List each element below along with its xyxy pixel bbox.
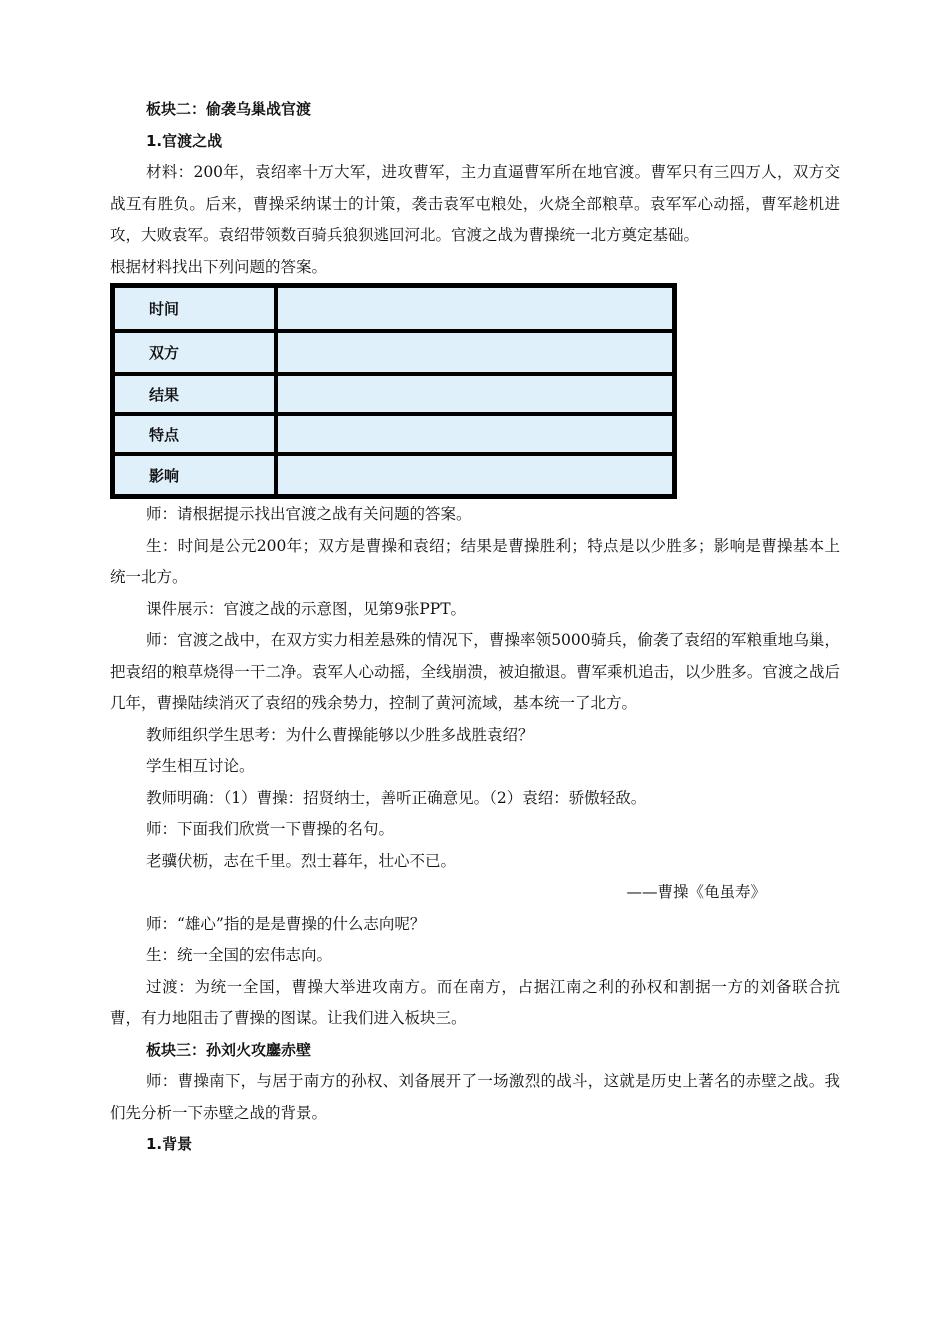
table-row [113,286,674,331]
row-label: 时间 [113,286,276,331]
row-answer-cell[interactable] [276,414,674,454]
thinking-question: 教师组织学生思考：为什么曹操能够以少胜多战胜袁绍？ [146,725,534,744]
row-answer-cell[interactable] [276,454,674,496]
table-row [113,331,674,374]
table-row [113,374,674,414]
student-answer: 生：时间是公元200年；双方是曹操和袁绍；结果是曹操胜利；特点是以少胜多；影响是曹操基本上统一北方。 [110,536,840,586]
teacher-prompt: 师：请根据提示找出官渡之战有关问题的答案。 [146,505,472,523]
courseware-note: 课件展示：官渡之战的示意图，见第9张PPT。 [146,599,467,618]
row-answer-cell[interactable] [276,331,674,374]
row-label: 特点 [113,414,276,454]
row-answer-cell[interactable] [276,286,674,331]
subsection-heading: 1.背景 [146,1135,193,1153]
table-row [113,414,674,454]
row-answer-cell[interactable] [276,374,674,414]
section2-title: 板块二：偷袭乌巢战官渡 [146,100,312,118]
teacher-question: 师：“雄心”指的是是曹操的什么志向呢？ [146,914,426,933]
transition-paragraph: 过渡：为统一全国，曹操大举进攻南方。而在南方，占据江南之利的孙权和割据一方的刘备联合抗曹，有力地阻击了曹操的图谋。让我们进入板块三。 [110,977,840,1027]
instruction-paragraph: 根据材料找出下列问题的答案。 [110,257,328,276]
teacher-quote-intro: 师：下面我们欣赏一下曹操的名句。 [146,820,395,838]
material-paragraph: 材料：200年，袁绍率十万大军，进攻曹军，主力直逼曹军所在地官渡。曹军只有三四万人，双方交战互有胜负。后来，曹操采纳谋士的计策，袭击袁军屯粮处，火烧全部粮草。袁军军心动摇，曹军趁机进攻，大败袁军。袁绍带领数百骑兵狼狈逃回河北。官渡之战为曹操统一北方奠定基础。 [110,163,840,244]
teacher-explanation: 师：官渡之战中，在双方实力相差悬殊的情况下，曹操率领5000骑兵，偷袭了袁绍的军粮重地乌巢，把袁绍的粮草烧得一干二净。袁军人心动摇，全线崩溃，被迫撤退。曹军乘机追击，以少胜多。官渡之战后几年，曹操陆续消灭了袁绍的残余势力，控制了黄河流域，基本统一了北方。 [110,631,840,712]
row-label: 双方 [113,331,276,374]
answer-table [110,283,677,499]
table-row [113,454,674,496]
poem-line: 老骥伏枥，志在千里。烈士暮年，壮心不已。 [146,851,457,870]
student-reply: 生：统一全国的宏伟志向。 [146,946,333,964]
subsection-heading: 1.官渡之战 [146,131,223,150]
document-body [110,94,840,1161]
teacher-conclusion: 教师明确：（1）曹操：招贤纳士，善听正确意见。（2）袁绍：骄傲轻敌。 [146,788,647,807]
poem-source: ——曹操《龟虽寿》 [626,883,766,901]
row-label: 影响 [113,454,276,496]
section3-title: 板块三：孙刘火攻鏖赤壁 [146,1040,312,1059]
student-discussion: 学生相互讨论。 [146,757,255,775]
row-label: 结果 [113,374,276,414]
section3-intro: 师：曹操南下，与居于南方的孙权、刘备展开了一场激烈的战斗，这就是历史上著名的赤壁之战。我们先分析一下赤壁之战的背景。 [110,1072,840,1122]
